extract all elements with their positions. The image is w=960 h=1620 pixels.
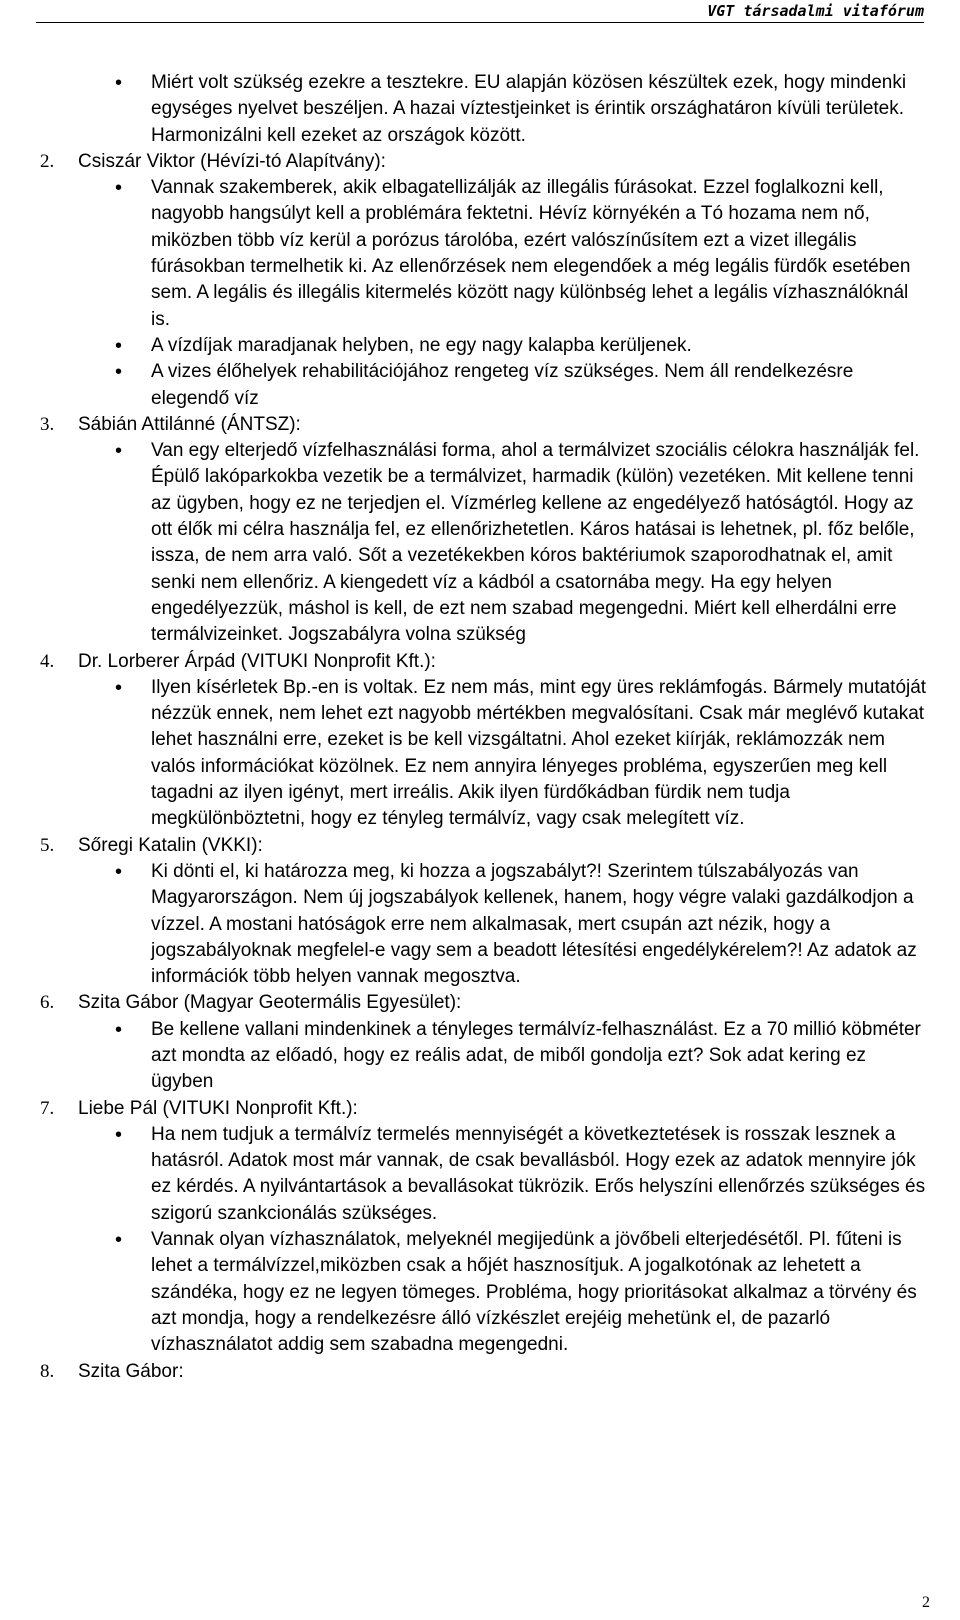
section-number: 6. — [40, 992, 55, 1014]
section-number: 4. — [40, 650, 55, 672]
bullet-list — [78, 438, 930, 648]
bullet-item: • A vízdíjak maradjanak helyben, ne egy nagy kalapba kerüljenek. — [151, 333, 930, 359]
bullet-list — [78, 675, 930, 833]
bullet-item: • A vizes élőhelyek rehabilitációjához rengeteg víz szükséges. Nem áll rendelkezésre elegendő víz — [151, 359, 930, 412]
section-4 — [40, 649, 930, 833]
bullet-item: • Vannak szakemberek, akik elbagatellizálják az illegális fúrásokat. Ezzel foglalkozni kell, nagyobb hangsúlyt kell a problémára fektetni. Hévíz környékén a Tó hozama nem nő, miközben több víz kerül a porózus tárolóba, ezért valószínűsítem ezt a vizet illegális fúrásokban termelhetik ki. Az ellenőrzések nem elegendőek a még legális fürdők esetében sem. A legális és illegális kitermelés között nagy különbség lehet a legális vízhasználóknál is. — [151, 175, 930, 333]
page-number: 2 — [922, 1594, 930, 1611]
bullet-list — [78, 859, 930, 990]
bullet-item: • Be kellene vallani mindenkinek a tényleges termálvíz-felhasználást. Ez a 70 millió köbméter azt mondta az előadó, hogy ez reális adat, de miből gondolja ezt? Sok adat kering ez ügyben — [151, 1017, 930, 1096]
bullet-item: • Van egy elterjedő vízfelhasználási forma, ahol a termálvizet szociális célokra használják fel. Épülő lakóparkokba vezetik be a termálvizet, harmadik (külön) vezetéken. Mit kellene tenni az ügyben, hogy ez ne terjedjen el. Vízmérleg kellene az engedélyező hatóságtól. Hogy az ott élők mi célra használja fel, ez ellenőrizhetetlen. Káros hatásai is lehetnek, pl. főz belőle, issza, de nem arra való. Sőt a vezetékekben kóros baktériumok szaporodhatnak el, amit senki nem ellenőriz. A kiengedett víz a kádból a csatornába megy. Ha egy helyen engedélyezzük, máshol is kell, de ezt nem szabad megengedni. Miért kell elherdálni erre termálvizeinket. Jogszabályra volna szükség — [151, 438, 930, 648]
speaker-name: Liebe Pál (VITUKI Nonprofit Kft.): — [78, 1097, 358, 1119]
section-number: 5. — [40, 834, 55, 856]
bullet-item: • Ilyen kísérletek Bp.-en is voltak. Ez nem más, mint egy üres reklámfogás. Bármely mutatóját nézzük ennek, nem lehet ezt nagyobb mértékben megvalósítani. Csak már meglévő kutakat lehet használni erre, ezeket is be kell vizsgáltatni. Ahol ezeket kiírják, reklámozzák nem valós információkat közölnek. Ez nem annyira lényeges probléma, egyszerűen meg kell tagadni az ilyen igényt, mert irreális. Akik ilyen fürdőkádban fürdik nem tudja megkülönböztetni, hogy ez tényleg termálvíz, vagy csak melegített víz. — [151, 675, 930, 833]
section-3 — [40, 412, 930, 649]
speaker-name: Sőregi Katalin (VKKI): — [78, 834, 263, 856]
speaker-name: Szita Gábor (Magyar Geotermális Egyesület): — [78, 992, 462, 1014]
bullet-list — [78, 175, 930, 412]
header-title: VGT társadalmi vitafórum — [707, 2, 924, 20]
section-number: 7. — [40, 1097, 55, 1119]
section-2 — [40, 149, 930, 412]
section-number: 3. — [40, 413, 55, 435]
bullet-item: • Vannak olyan vízhasználatok, melyeknél megijedünk a jövőbeli elterjedésétől. Pl. fűteni is lehet a termálvízzel,miközben csak a hőjét hasznosítjuk. A jogalkotónak az lehetett a szándéka, hogy ez ne legyen tömeges. Probléma, hogy prioritásokat alkalmaz a törvény és azt mondja, hogy a rendelkezésre álló vízkészlet erejéig mehetünk el, de pazarló vízhasználatot addig sem szabadna megengedni. — [151, 1227, 930, 1358]
speaker-name: Csiszár Viktor (Hévízi-tó Alapítvány): — [78, 150, 386, 172]
section-number: 2. — [40, 150, 55, 172]
section-6 — [40, 990, 930, 1095]
bullet-list — [78, 1122, 930, 1359]
speaker-name: Dr. Lorberer Árpád (VITUKI Nonprofit Kft.): — [78, 650, 436, 672]
intro-bullet-list — [40, 70, 930, 149]
section-5 — [40, 833, 930, 991]
bullet-item: • Ki dönti el, ki határozza meg, ki hozza a jogszabályt?! Szerintem túlszabályozás van Magyarországon. Nem új jogszabályok kellenek, hanem, hogy végre valaki gazdálkodjon a vízzel. A mostani hatóságok erre nem alkalmasak, mert csupán azt nézik, hogy a jogszabályoknak megfelel-e vagy sem a beadott létesítési engedélykérelem?! Az adatok az információk több helyen vannak megosztva. — [151, 859, 930, 990]
bullet-item: • Ha nem tudjuk a termálvíz termelés mennyiségét a következtetések is rosszak lesznek a hatásról. Adatok most már vannak, de csak bevallásból. Hogy ezek az adatok mennyire jók ez kérdés. A nyilvántartások a bevallásokat tükrözik. Erős helyszíni ellenőrzés szükséges és szigorú szankcionálás szükséges. — [151, 1122, 930, 1227]
bullet-list — [78, 1017, 930, 1096]
page-header — [0, 0, 960, 28]
document-body — [40, 70, 930, 1385]
section-7 — [40, 1096, 930, 1359]
section-number: 8. — [40, 1360, 55, 1382]
header-rule — [36, 22, 924, 23]
speaker-name: Sábián Attilánné (ÁNTSZ): — [78, 413, 301, 435]
speaker-name: Szita Gábor: — [78, 1360, 184, 1382]
section-8 — [40, 1359, 930, 1385]
bullet-item: • Miért volt szükség ezekre a tesztekre. EU alapján közösen készültek ezek, hogy mindenki egységes nyelvet beszéljen. A hazai víztestjeinket is érintik országhatáron kívüli területek. Harmonizálni kell ezeket az országok között. — [151, 70, 930, 149]
